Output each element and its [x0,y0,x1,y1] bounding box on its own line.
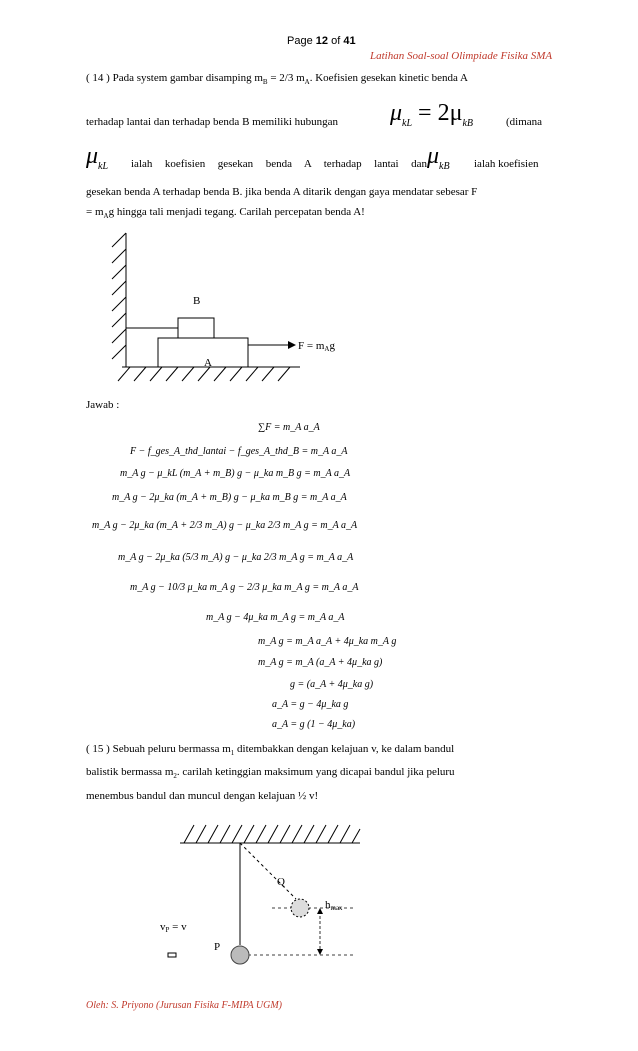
problem14-line4: gesekan benda A terhadap benda B. jika benda A ditarik dengan gaya mendatar sebesar F [86,186,478,198]
mu-kl-symbol: $\mu_{kL}$ [86,143,109,172]
page-prefix: Page [287,35,313,47]
problem14-line2-end: (dimana [506,116,543,128]
page-total: 41 [343,35,356,47]
label-hmax: hmax [325,899,343,912]
equation-eq12: a_A = g − 4μ_ka g [272,699,349,710]
problem14-line2: terhadap lantai dan terhadap benda B memiliki hubungan [86,116,339,128]
jawab-label: Jawab : [86,399,120,411]
equation-eq7: m_A g − 10/3 μ_ka m_A g − 2/3 μ_ka m_A g = m_A a_A [130,582,359,593]
problem15-line3: menembus bandul dan muncul dengan kelajuan ½ v! [86,790,319,802]
page-of: of [331,35,341,47]
page-number [287,35,356,47]
equation-eq13: a_A = g (1 − 4μ_ka) [272,719,356,730]
problem14-line1: ( 14 ) Pada system gambar disamping $m_B = 2/3$ $m_A$. Koefisien gesekan kinetic benda A [86,72,468,87]
bob-q [291,899,309,917]
equation-eq11: g = (a_A + 4μ_ka g) [290,679,374,690]
ballistic-pendulum-diagram [160,815,380,975]
footer-author: Oleh: S. Priyono (Jurusan Fisika F-MIPA UGM) [86,1000,282,1011]
mu-kb-symbol: $\mu_{kB}$ [427,143,450,172]
block-b [178,318,214,338]
label-q: Q [277,876,285,888]
problem15-line2: balistik bermassa $m_2$. carilah ketinggian maksimum yang dicapai bandul jika peluru [86,766,455,781]
relation-formula: $\mu_{kL} = 2\mu_{kB}$ [390,100,473,129]
label-block-a: A [204,357,212,369]
problem14-line3-end: ialah koefisien [474,158,539,170]
label-p: P [214,941,221,953]
block-a [158,338,248,367]
bullet [168,953,176,957]
bob-p [231,946,249,964]
equation-eq1: ∑F = m_A a_A [258,422,320,433]
equation-eq10: m_A g = m_A (a_A + 4μ_ka g) [258,657,383,668]
swung-string [240,843,296,899]
floor-hatching [118,367,290,381]
equation-eq3: m_A g − μ_kL (m_A + m_B) g − μ_ka m_B g = m_A a_A [120,468,351,479]
block-system-diagram [100,225,380,385]
force-label: F = mAg [298,340,335,353]
label-vp: vP = v [160,921,187,934]
page-current: 12 [315,35,329,47]
problem14-line3-mid: ialah koefisien gesekan benda A terhadap lantai dan [131,158,427,170]
equation-eq4: m_A g − 2μ_ka (m_A + m_B) g − μ_ka m_B g = m_A a_A [112,492,347,503]
equation-eq8: m_A g − 4μ_ka m_A g = m_A a_A [206,612,345,623]
problem14-line5: = $m_Ag$ hingga tali menjadi tegang. Carilah percepatan benda A! [86,206,365,221]
label-block-b: B [193,295,201,307]
page-subtitle: Latihan Soal-soal Olimpiade Fisika SMA [370,50,553,62]
equation-eq9: m_A g = m_A a_A + 4μ_ka m_A g [258,636,397,647]
equation-eq5: m_A g − 2μ_ka (m_A + 2/3 m_A) g − μ_ka 2/3 m_A g = m_A a_A [92,520,358,531]
problem15-line1: ( 15 ) Sebuah peluru bermassa $m_1$ ditembakkan dengan kelajuan v, ke dalam bandul [86,743,455,758]
ceiling-hatching [184,825,360,843]
equation-eq2: F − f_ges_A_thd_lantai − f_ges_A_thd_B = m_A a_A [130,446,348,457]
equation-eq6: m_A g − 2μ_ka (5/3 m_A) g − μ_ka 2/3 m_A g = m_A a_A [118,552,354,563]
wall-hatching [112,233,126,359]
